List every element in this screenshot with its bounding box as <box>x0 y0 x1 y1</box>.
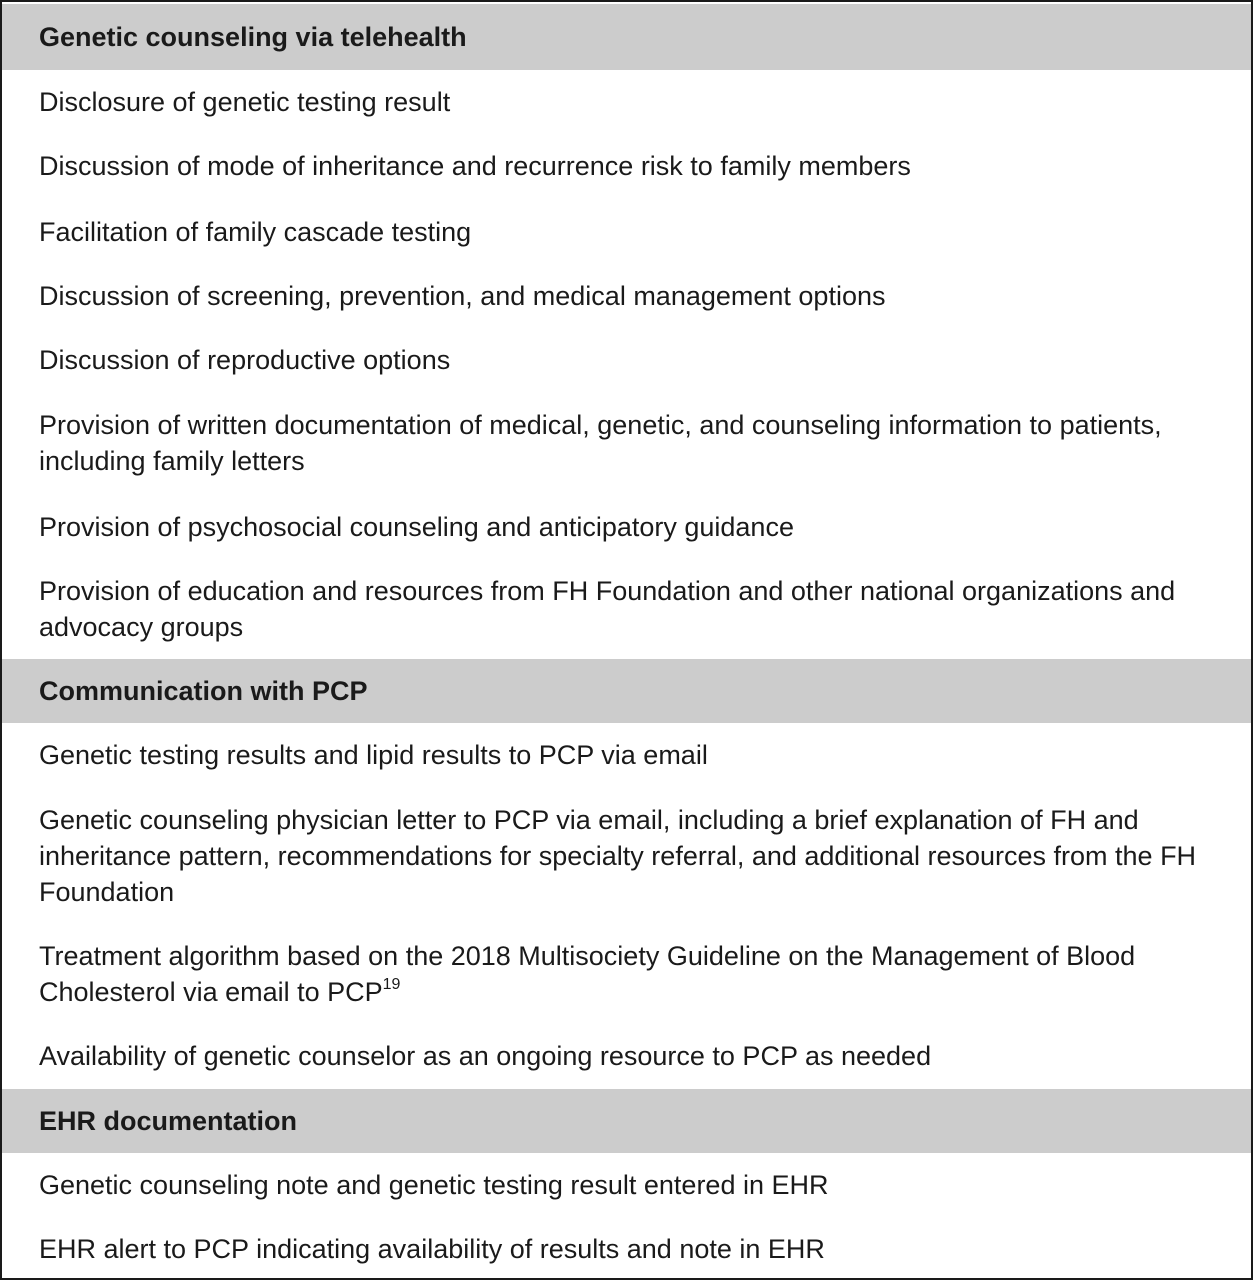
list-item: Genetic counseling note and genetic testing result entered in EHR <box>39 1170 829 1200</box>
list-item: Availability of genetic counselor as an ongoing resource to PCP as needed <box>39 1041 932 1071</box>
list-item: EHR alert to PCP indicating availability of results and note in EHR <box>39 1234 825 1264</box>
section-title: EHR documentation <box>39 1106 298 1136</box>
list-item: Facilitation of family cascade testing <box>39 217 472 247</box>
list-item-text: Treatment algorithm based on the 2018 Multisociety Guideline on the Management of Blood Cholesterol via email to PCP <box>39 941 1136 1007</box>
list-item: Genetic counseling physician letter to PCP via email, including a brief explanation of FH and inheritance pattern, recommendations for specialty referral, and additional resources from the FH Foundation <box>39 805 1197 907</box>
list-item: Discussion of reproductive options <box>39 345 451 375</box>
footnote-reference: 19 <box>382 976 401 993</box>
section-title: Communication with PCP <box>39 676 368 706</box>
list-item <box>39 938 1211 1010</box>
list-item: Provision of written documentation of medical, genetic, and counseling information to patients, including family letters <box>39 410 1162 476</box>
list-item: Provision of psychosocial counseling and anticipatory guidance <box>39 512 794 542</box>
list-item: Genetic testing results and lipid results to PCP via email <box>39 740 708 770</box>
list-item: Provision of education and resources from FH Foundation and other national organizations and advocacy groups <box>39 576 1176 642</box>
section-header-pcp-communication <box>2 659 1251 723</box>
section-title: Genetic counseling via telehealth <box>39 22 467 52</box>
section-header-ehr-documentation <box>2 1089 1251 1153</box>
section-header-telehealth <box>2 4 1251 70</box>
list-item: Discussion of screening, prevention, and medical management options <box>39 281 886 311</box>
list-item: Disclosure of genetic testing result <box>39 87 451 117</box>
list-item: Discussion of mode of inheritance and recurrence risk to family members <box>39 151 911 181</box>
